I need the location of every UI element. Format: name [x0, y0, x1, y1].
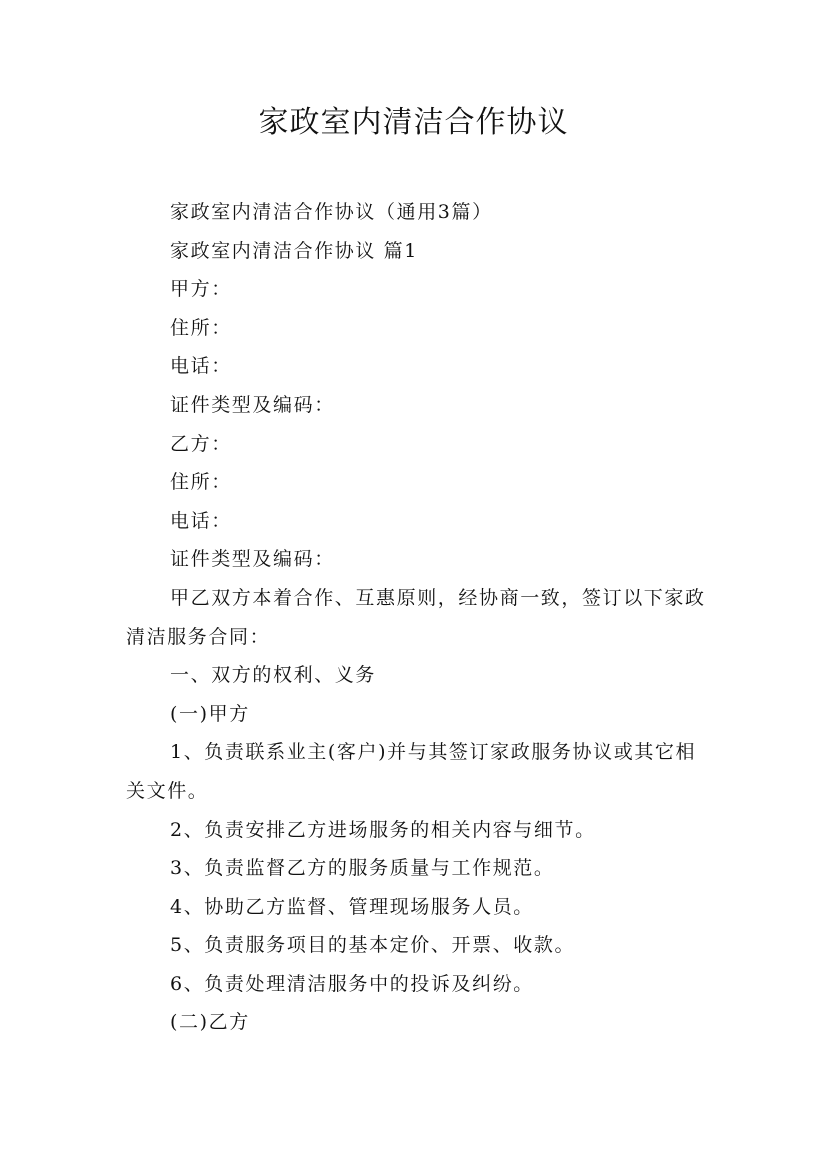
doc-subtitle: 家政室内清洁合作协议（通用3篇） [170, 201, 493, 223]
party-b-id-label: 证件类型及编码： [170, 548, 335, 571]
party-a-phone-label: 电话： [170, 355, 232, 378]
document-title: 家政室内清洁合作协议 [258, 105, 569, 140]
party-b-label: 乙方： [170, 432, 232, 455]
list-item: 3、负责监督乙方的服务质量与工作规范。 [170, 857, 555, 880]
document-body [126, 193, 706, 1042]
subheading-party-b: (二)乙方 [170, 1011, 250, 1034]
list-item: 6、负责处理清洁服务中的投诉及纠纷。 [170, 972, 534, 995]
party-a-label: 甲方： [170, 278, 232, 301]
party-b-phone-label: 电话： [170, 509, 232, 532]
list-item: 5、负责服务项目的基本定价、开票、收款。 [170, 934, 576, 957]
list-item: 4、协助乙方监督、管理现场服务人员。 [170, 895, 534, 918]
party-b-address-label: 住所： [170, 471, 232, 494]
subheading-party-a: (一)甲方 [170, 702, 250, 725]
party-a-id-label: 证件类型及编码： [170, 393, 335, 416]
section-heading: 家政室内清洁合作协议 篇1 [170, 239, 418, 262]
intro-paragraph: 甲乙双方本着合作、互惠原则，经协商一致，签订以下家政清洁服务合同： [126, 586, 706, 648]
list-item: 1、负责联系业主(客户)并与其签订家政服务协议或其它相关文件。 [126, 741, 697, 802]
list-item: 2、负责安排乙方进场服务的相关内容与细节。 [170, 818, 596, 841]
party-a-address-label: 住所： [170, 316, 232, 339]
clause-heading: 一、双方的权利、义务 [170, 664, 377, 687]
